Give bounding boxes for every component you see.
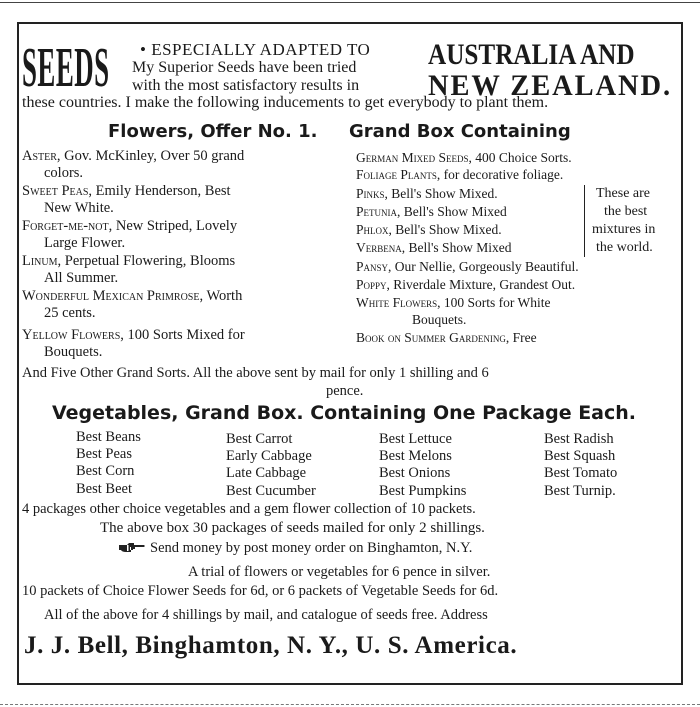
bottom-rule	[0, 704, 700, 705]
grand-box-item: White Flowers, 100 Sorts for White	[356, 295, 551, 310]
header-especially: • ESPECIALLY ADAPTED TO	[140, 40, 371, 59]
header-line-4: these countries. I make the following inducements to get everybody to plant them.	[22, 94, 549, 111]
vegetable-item: Best Peas	[76, 446, 132, 462]
vegetable-item: Best Melons	[379, 448, 452, 464]
flower-item: New White.	[44, 200, 114, 216]
flower-item: Bouquets.	[44, 344, 103, 360]
vegetable-item: Best Squash	[544, 448, 616, 464]
grand-box-heading: Grand Box Containing	[349, 121, 571, 142]
vegetable-item: Best Pumpkins	[379, 483, 467, 499]
flower-item: Large Flower.	[44, 235, 126, 251]
pointing-hand-icon	[118, 540, 146, 556]
grand-box-item: Poppy, Riverdale Mixture, Grandest Out.	[356, 277, 576, 292]
flower-item: Forget-me-not, New Striped, Lovely	[22, 218, 238, 234]
vegetables-extra-line: 4 packages other choice vegetables and a gem flower collection of 10 packets.	[22, 501, 476, 517]
combined-offer-line: All of the above for 4 shillings by mail, and catalogue of seeds free. Address	[44, 607, 488, 623]
vegetable-item: Late Cabbage	[226, 465, 307, 481]
flowers-footer: And Five Other Grand Sorts. All the above sent by mail for only 1 shilling and 6	[22, 365, 489, 381]
grand-box-item: Pansy, Our Nellie, Gorgeously Beautiful.	[356, 259, 579, 274]
vegetable-item: Best Corn	[76, 463, 135, 479]
packet-offer-line: 10 packets of Choice Flower Seeds for 6d, or 6 packets of Vegetable Seeds for 6d.	[22, 583, 499, 599]
flower-item: 25 cents.	[44, 305, 96, 321]
top-rule	[0, 2, 700, 3]
vegetable-item: Best Beet	[76, 481, 132, 497]
vegetable-item: Best Tomato	[544, 465, 618, 481]
side-note-line: mixtures in	[592, 222, 656, 237]
flower-item: Linum, Perpetual Flowering, Blooms	[22, 253, 236, 269]
grand-box-item: Phlox, Bell's Show Mixed.	[356, 222, 502, 237]
side-note-line: the world.	[596, 240, 653, 255]
header-line-3: with the most satisfactory results in	[132, 77, 360, 94]
payment-instruction: Send money by post money order on Binghamton, N.Y.	[150, 540, 473, 556]
vegetable-item: Best Lettuce	[379, 431, 452, 447]
grand-box-item: Bouquets.	[412, 312, 467, 327]
vegetables-price-line: The above box 30 packages of seeds mailed for only 2 shillings.	[100, 520, 485, 536]
new-zealand-heading: NEW ZEALAND.	[428, 69, 672, 102]
grand-box-item: German Mixed Seeds, 400 Choice Sorts.	[356, 150, 572, 165]
side-note-line: These are	[596, 186, 651, 201]
side-note-divider	[584, 185, 585, 257]
advertiser-address: J. J. Bell, Binghamton, N. Y., U. S. America.	[24, 632, 518, 659]
flower-item: Sweet Peas, Emily Henderson, Best	[22, 183, 231, 199]
grand-box-item: Book on Summer Gardening, Free	[356, 330, 537, 345]
flower-item: Yellow Flowers, 100 Sorts Mixed for	[22, 327, 245, 343]
vegetable-item: Best Carrot	[226, 431, 293, 447]
flowers-footer-pence: pence.	[326, 383, 364, 399]
side-note-line: the best	[604, 204, 648, 219]
vegetable-item: Early Cabbage	[226, 448, 312, 464]
flower-item: Wonderful Mexican Primrose, Worth	[22, 288, 243, 304]
vegetable-item: Best Onions	[379, 465, 451, 481]
grand-box-item: Pinks, Bell's Show Mixed.	[356, 186, 498, 201]
grand-box-item: Foliage Plants, for decorative foliage.	[356, 167, 564, 182]
grand-box-item: Petunia, Bell's Show Mixed	[356, 204, 507, 219]
vegetable-item: Best Radish	[544, 431, 614, 447]
flowers-heading: Flowers, Offer No. 1.	[108, 121, 318, 142]
australia-heading: AUSTRALIA AND	[428, 38, 635, 71]
seeds-title: SEEDS	[22, 37, 110, 99]
flower-item: All Summer.	[44, 270, 119, 286]
vegetable-item: Best Turnip.	[544, 483, 616, 499]
header-line-2: My Superior Seeds have been tried	[132, 59, 357, 76]
trial-offer-line: A trial of flowers or vegetables for 6 pence in silver.	[188, 564, 491, 580]
vegetable-item: Best Beans	[76, 429, 141, 445]
vegetables-heading: Vegetables, Grand Box. Containing One Package Each.	[52, 402, 636, 424]
flower-item: Aster, Gov. McKinley, Over 50 grand	[22, 148, 245, 164]
grand-box-item: Verbena, Bell's Show Mixed	[356, 240, 512, 255]
flower-item: colors.	[44, 165, 84, 181]
vegetable-item: Best Cucumber	[226, 483, 316, 499]
